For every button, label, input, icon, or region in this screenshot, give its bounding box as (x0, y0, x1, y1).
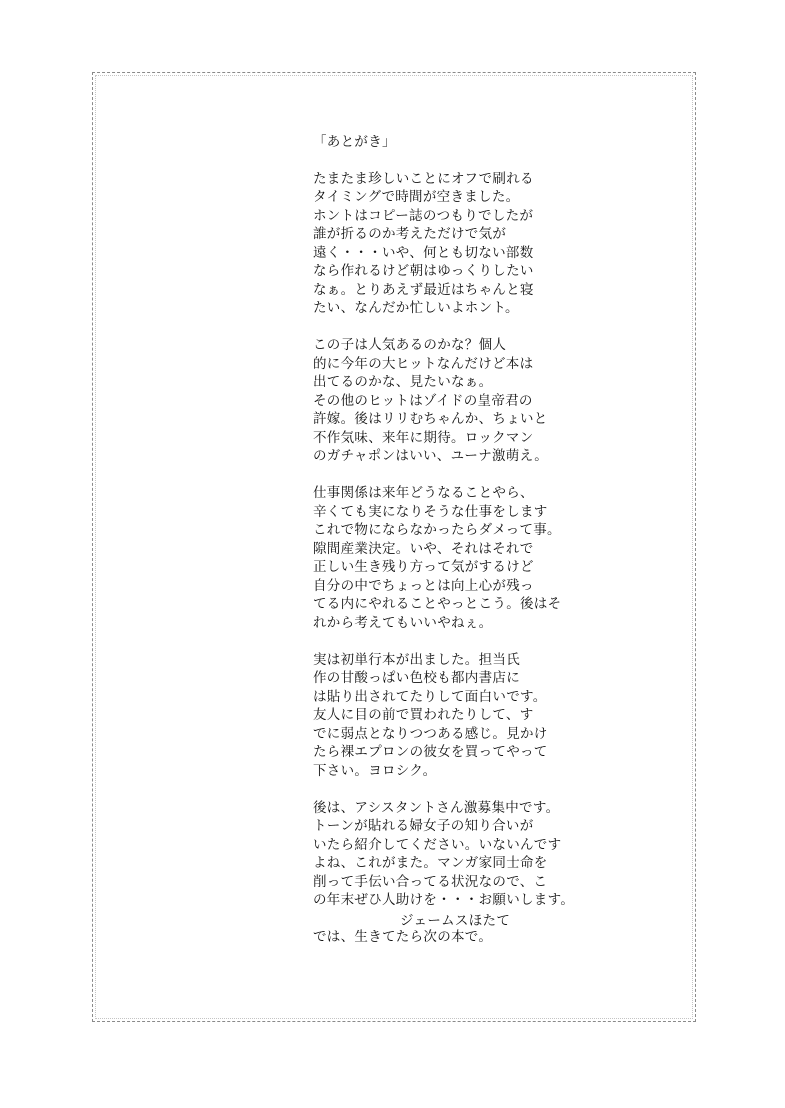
text-line: の年末ぜひ人助けを・・・お願いします。 (313, 892, 575, 908)
text-line: なぁ。とりあえず最近はちゃんと寝 (313, 281, 534, 298)
text-line: 実は初単行本が出ました。担当氏 (313, 651, 520, 668)
text-line: トーンが貼れる婦女子の知り合いが (313, 818, 534, 834)
text-line: この子は人気あるのかな？個人 (313, 337, 507, 353)
paragraph-4 (313, 651, 643, 781)
afterword-title: 「あとがき」 (313, 134, 396, 150)
text-line: 自分の中でちょっとは向上心が残っ (313, 577, 534, 594)
text-line: たら裸エプロンの彼女を買ってやって (313, 744, 548, 760)
afterword-text (313, 133, 643, 965)
text-line: その他のヒットはゾイドの皇帝君の (313, 392, 533, 409)
text-line: 下さい。ヨロシク。 (313, 762, 437, 779)
text-line: 不作気味、来年に期待。ロックマン (313, 429, 534, 446)
text-line: 仕事関係は来年どうなることやら、 (313, 485, 534, 501)
text-line: いたら紹介してください。いないんです (313, 836, 562, 853)
text-line: のガチャポンはいい、ユーナ激萌え。 (313, 448, 549, 464)
text-line: たい、なんだか忙しいよホント。 (313, 300, 519, 316)
text-line: よね、これがまた。マンガ家同士命を (313, 855, 548, 871)
text-line: は貼り出されてたりして面白いです。 (313, 688, 547, 705)
text-line: 隙間産業決定。いや、それはそれで (313, 540, 534, 557)
text-line: でに弱点となりつつある感じ。見かけ (313, 725, 548, 742)
paragraph-6 (313, 928, 643, 947)
text-line: 許嫁。後はリリむちゃんか、ちょいと (313, 411, 548, 427)
text-line: 作の甘酸っぱい色校も都内書店に (313, 670, 520, 686)
paragraph-3 (313, 484, 643, 632)
text-line: これで物にならなかったらダメって事。 (313, 522, 561, 538)
text-line: 削って手伝い合ってる状況なので、こ (313, 873, 548, 890)
paragraph-2 (313, 336, 643, 466)
paragraph-1 (313, 170, 643, 318)
text-line: 正しい生き残り方って気がするけど (313, 559, 534, 575)
text-line: れから考えてもいいやねぇ。 (313, 614, 493, 631)
paragraph-5 (313, 799, 643, 910)
author-signature: ジェームスほたて (400, 913, 511, 929)
text-line: 友人に目の前で買われたりして、す (313, 707, 534, 723)
text-line: たまたま珍しいことにオフで刷れる (313, 170, 534, 187)
text-line: タイミングで時間が空きました。 (313, 189, 520, 205)
text-line: ホントはコピー誌のつもりでしたが (313, 207, 534, 224)
text-line: てる内にやれることやっとこう。後はそ (313, 596, 562, 612)
text-line: 遠く・・・いや、何とも切ない部数 (313, 244, 534, 261)
text-line: 誰が折るのか考えただけで気が (313, 226, 507, 242)
text-line: 的に今年の大ヒットなんだけど本は (313, 355, 534, 372)
text-line: 出てるのかな、見たいなぁ。 (313, 374, 493, 390)
text-line: では、生きてたら次の本で。 (313, 929, 493, 945)
text-line: なら作れるけど朝はゆっくりしたい (313, 263, 534, 279)
text-line: 後は、アシスタントさん激募集中です。 (313, 799, 560, 816)
text-line: 辛くても実になりそうな仕事をします (313, 503, 548, 520)
